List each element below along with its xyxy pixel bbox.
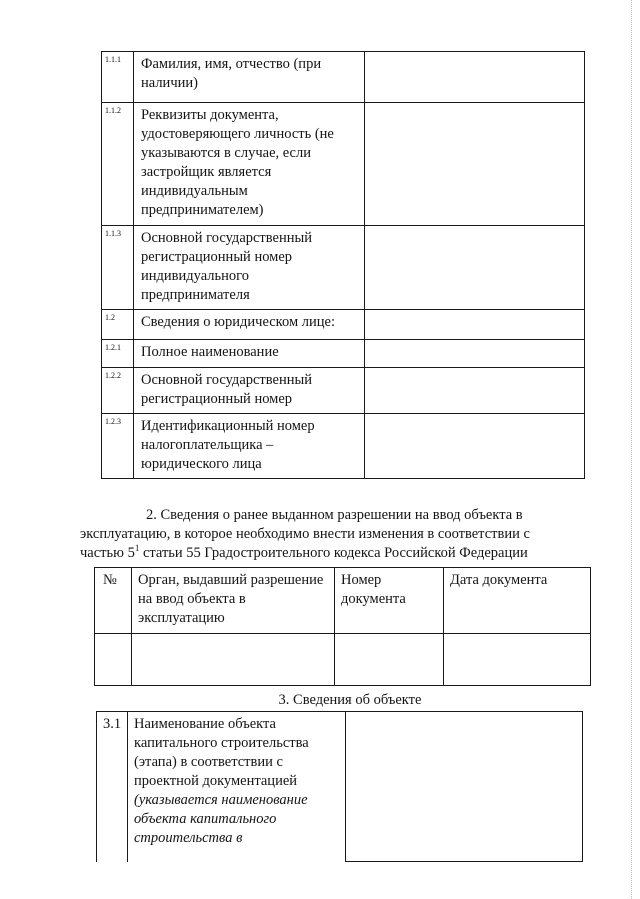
section-2-heading (80, 506, 590, 563)
table-row (95, 634, 591, 686)
row-value-cell[interactable] (365, 340, 585, 368)
row-label (128, 712, 346, 862)
row-number: 1.2.1 (102, 340, 134, 368)
table-row (102, 52, 585, 103)
superscript: 1 (134, 543, 140, 554)
row-label: Сведения о юридическом лице: (134, 310, 365, 340)
row-value-cell[interactable] (365, 52, 585, 103)
page-edge (631, 0, 640, 899)
section-2-line-1: 2. Сведения о ранее выданном разрешении на ввод объекта в (146, 507, 523, 523)
row-value-cell[interactable] (365, 103, 585, 226)
section-3-heading: 3. Сведения об объекте (278, 692, 422, 708)
row-label: Основной государственный регистрационный номер индивидуального предпринимателя (134, 226, 365, 310)
row-label: Фамилия, имя, отчество (при наличии) (134, 52, 365, 103)
column-header-doc-date: Дата документа (444, 568, 591, 634)
table-row (102, 103, 585, 226)
cell-doc-number[interactable] (335, 634, 444, 686)
object-name-hint: (указывается наименование объекта капитального строительства в (134, 792, 308, 846)
applicant-table (101, 51, 585, 479)
cell-doc-date[interactable] (444, 634, 591, 686)
row-value-cell[interactable] (346, 712, 583, 862)
section-2-line-3 (80, 544, 590, 563)
row-label: Идентификационный номер налогоплательщика – юридического лица (134, 414, 365, 479)
row-number: 1.2.2 (102, 368, 134, 414)
row-label: Основной государственный регистрационный номер (134, 368, 365, 414)
section-2-line-2: эксплуатацию, в которое необходимо внести изменения в соответствии с (80, 526, 530, 542)
object-name-label: Наименование объекта капитального строительства (этапа) в соответствии с проектной документацией (134, 716, 309, 789)
column-header-doc-number: Номер документа (335, 568, 444, 634)
object-table (96, 711, 583, 862)
row-value-cell[interactable] (365, 368, 585, 414)
section-2-line-3-start: частью 5 (80, 545, 135, 561)
table-row (102, 340, 585, 368)
cell-number[interactable] (95, 634, 132, 686)
table-row (102, 414, 585, 479)
row-value-cell[interactable] (365, 414, 585, 479)
cell-authority[interactable] (132, 634, 335, 686)
table-header-row (95, 568, 591, 634)
row-number: 1.1.2 (102, 103, 134, 226)
row-number: 1.2 (102, 310, 134, 340)
permit-table (94, 567, 591, 686)
row-number: 1.1.1 (102, 52, 134, 103)
row-number: 3.1 (97, 712, 128, 862)
column-header-authority: Орган, выдавший разрешение на ввод объекта в эксплуатацию (132, 568, 335, 634)
table-row (102, 226, 585, 310)
column-header-number: № (95, 568, 132, 634)
section-2-line-3-end: статьи 55 Градостроительного кодекса Российской Федерации (139, 545, 528, 561)
table-row (102, 310, 585, 340)
row-number: 1.1.3 (102, 226, 134, 310)
row-label: Полное наименование (134, 340, 365, 368)
table-row (97, 712, 583, 862)
row-number: 1.2.3 (102, 414, 134, 479)
row-label: Реквизиты документа, удостоверяющего личность (не указываются в случае, если застройщик является индивидуальным предпринимателем) (134, 103, 365, 226)
row-value-cell[interactable] (365, 310, 585, 340)
row-value-cell[interactable] (365, 226, 585, 310)
table-row (102, 368, 585, 414)
